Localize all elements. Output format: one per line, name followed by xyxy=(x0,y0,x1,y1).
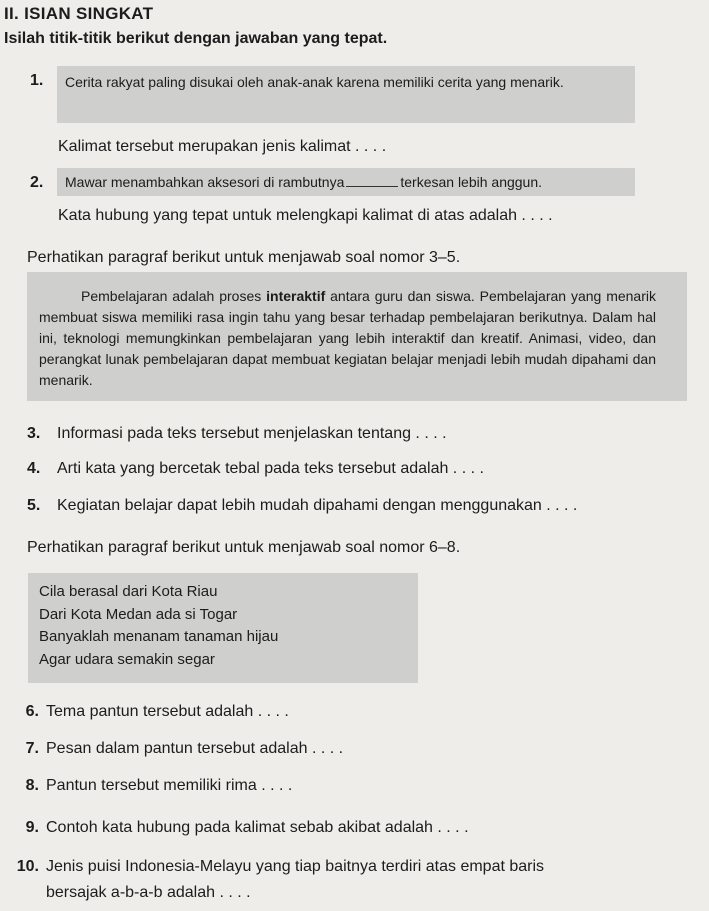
question-3 xyxy=(27,425,447,443)
paragraph-before-bold: Pembelajaran adalah proses xyxy=(81,288,267,304)
question-7-number: 7. xyxy=(25,740,39,757)
question-6-number: 6. xyxy=(25,703,39,720)
question-9-number: 9. xyxy=(25,819,39,836)
question-5-text: Kegiatan belajar dapat lebih mudah dipahami dengan menggunakan . . . . xyxy=(57,497,578,514)
paragraph-bold-word: interaktif xyxy=(266,288,326,304)
q1-question: Kalimat tersebut merupakan jenis kalimat . . . . xyxy=(58,138,387,155)
question-10-number: 10. xyxy=(16,858,39,875)
question-4-text: Arti kata yang bercetak tebal pada teks tersebut adalah . . . . xyxy=(57,460,484,477)
instruction: Isilah titik-titik berikut dengan jawaban yang tepat. xyxy=(4,30,388,47)
pantun-line-2: Dari Kota Medan ada si Togar xyxy=(39,605,238,623)
question-7 xyxy=(14,740,343,758)
question-3-number: 3. xyxy=(27,425,41,442)
question-8 xyxy=(14,777,292,795)
question-6 xyxy=(14,703,289,721)
question-5 xyxy=(27,497,577,515)
q1-box-text: Cerita rakyat paling disukai oleh anak-anak karena memiliki cerita yang menarik. xyxy=(65,74,564,90)
q1-number: 1. xyxy=(30,72,44,89)
q1-box xyxy=(57,66,635,123)
q2-box xyxy=(57,168,635,196)
question-5-number: 5. xyxy=(27,497,41,514)
question-4-number: 4. xyxy=(27,460,41,477)
pantun-box xyxy=(28,573,418,683)
question-3-text: Informasi pada teks tersebut menjelaskan tentang . . . . xyxy=(57,425,447,442)
q2-number: 2. xyxy=(30,174,44,191)
paragraph-text xyxy=(39,286,656,391)
q2-box-text-before: Mawar menambahkan aksesori di rambutnya xyxy=(65,174,345,190)
question-7-text: Pesan dalam pantun tersebut adalah . . . . xyxy=(46,740,344,757)
paragraph-box xyxy=(27,272,687,401)
q2-question: Kata hubung yang tepat untuk melengkapi kalimat di atas adalah . . . . xyxy=(58,207,553,224)
question-6-text: Tema pantun tersebut adalah . . . . xyxy=(46,703,289,720)
question-10 xyxy=(14,858,704,876)
paragraph-after-bold: antara guru dan siswa. Pembelajaran yang menarik membuat siswa memiliki rasa ingin tahu yang besar terhadap pembelajaran berikutnya. Dalam hal ini, teknologi memungkinkan pembelajaran yang lebih interaktif dan kreatif. Animasi, video, dan perangkat lunak pembelajaran dapat membuat kegiatan belajar menjadi lebih mudah dipahami dan menarik. xyxy=(39,288,656,388)
question-10-text: Jenis puisi Indonesia-Melayu yang tiap baitnya terdiri atas empat baris xyxy=(46,858,545,875)
question-4 xyxy=(27,460,484,478)
intro-6-8: Perhatikan paragraf berikut untuk menjawab soal nomor 6–8. xyxy=(27,539,461,556)
intro-3-5: Perhatikan paragraf berikut untuk menjawab soal nomor 3–5. xyxy=(27,249,461,266)
section-title: II. ISIAN SINGKAT xyxy=(4,4,154,23)
question-8-number: 8. xyxy=(25,777,39,794)
pantun-line-3: Banyaklah menanam tanaman hijau xyxy=(39,628,279,645)
pantun-line-1: Cila berasal dari Kota Riau xyxy=(39,583,218,600)
pantun-line-4: Agar udara semakin segar xyxy=(39,650,215,668)
question-9 xyxy=(14,819,469,837)
q2-blank xyxy=(346,174,398,187)
q2-box-text-after: terkesan lebih anggun. xyxy=(400,174,543,190)
question-8-text: Pantun tersebut memiliki rima . . . . xyxy=(46,777,293,794)
question-10-continuation: bersajak a-b-a-b adalah . . . . xyxy=(46,884,251,901)
question-9-text: Contoh kata hubung pada kalimat sebab akibat adalah . . . . xyxy=(46,819,469,836)
